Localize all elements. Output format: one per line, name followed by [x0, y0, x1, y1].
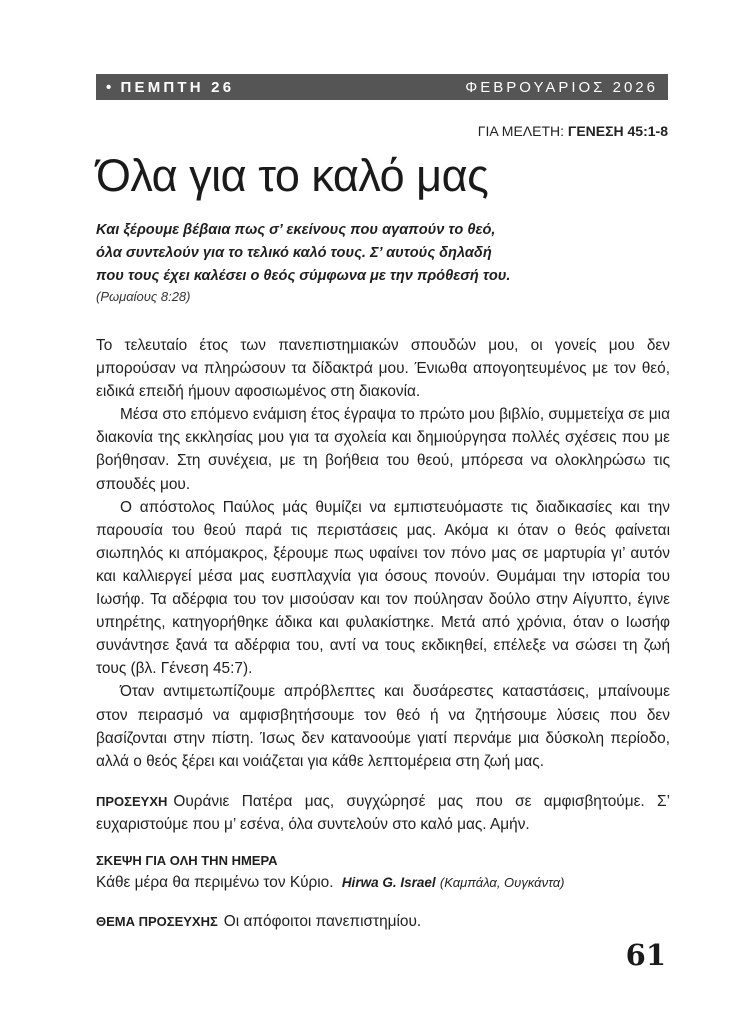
month-label: ΦΕΒΡΟΥΑΡΙΟΣ 2026 [465, 78, 658, 96]
thought-line [96, 874, 565, 892]
paragraph: Ο απόστολος Παύλος μάς θυμίζει να εμπιστευόμαστε τις διαδικασίες και την παρουσία του θεού παρά τις περιστάσεις μας. Ακόμα κι όταν ο θεός φαίνεται σιωπηλός κι απόμακρος, ξέρουμε πως υφαίνει τον πόνο μας σε μαρτυρία γι’ αυτόν και καλλιεργεί μέσα μας ευσπλαχνία για όσους πονούν. Θυμάμαι την ιστορία του Ιωσήφ. Τα αδέρφια του τον μισούσαν και τον πούλησαν δούλο στην Αίγυπτο, έγινε υπηρέτης, κατηγορήθηκε άδικα και φυλακίστηκε. Μετά από χρόνια, όταν ο Ιωσήφ συνάντησε ξανά τα αδέρφια του, αντί να τους εκδικηθεί, επέλεξε να σώσει τη ζωή τους (βλ. Γένεση 45:7). [96, 498, 670, 678]
thought-text: Κάθε μέρα θα περιμένω τον Κύριο. [96, 874, 334, 891]
author-place: (Καμπάλα, Ουγκάντα) [439, 875, 565, 890]
prayer-text: Ουράνιε Πατέρα μας, συγχώρησέ μας που σε αμφισβητούμε. Σ’ ευχαριστούμε που μ’ εσένα, όλα συντελούν στο καλό μας. Αμήν. [96, 793, 670, 833]
paragraph: Το τελευταίο έτος των πανεπιστημιακών σπουδών μου, οι γονείς μου δεν μπορούσαν να πληρώσουν τα δίδακτρά μου. Ένιωθα απογοητευμένος με τον θεό, ειδικά επειδή ήμουν αφοσιωμένος στη διακονία. [96, 337, 670, 401]
verse-line: Και ξέρουμε βέβαια πως σ’ εκείνους που αγαπούν το θεό, [96, 222, 496, 238]
bullet: • [106, 78, 115, 96]
prayer-section [96, 790, 670, 836]
topic-text: Οι απόφοιτοι πανεπιστημίου. [223, 913, 422, 930]
thought-label: ΣΚΕΨΗ ΓΙΑ ΟΛΗ ΤΗΝ ΗΜΕΡΑ [96, 853, 278, 868]
paragraph: Όταν αντιμετωπίζουμε απρόβλεπτες και δυσάρεστες καταστάσεις, μπαίνουμε στον πειρασμό να αμφισβητήσουμε τον θεό ή να ζητήσουμε λύσεις που δεν βασίζονται στην πίστη. Ίσως δεν κατανοούμε γιατί περνάμε μια δύσκολη περίοδο, αλλά ο θεός ξέρει και νοιάζεται για κάθε λεπτομέρεια στη ζωή μας. [96, 683, 670, 770]
header-bar [96, 74, 668, 100]
verse-reference: (Ρωμαίους 8:28) [96, 289, 191, 304]
day-text: ΠΕΜΠΤΗ 26 [120, 78, 235, 96]
prayer-label: ΠΡΟΣΕΥΧΗ [96, 794, 168, 809]
topic-label: ΘΕΜΑ ΠΡΟΣΕΥΧΗΣ [96, 914, 218, 929]
verse-line: που τους έχει καλέσει ο θεός σύμφωνα με την πρόθεσή του. [96, 268, 511, 284]
body-text [96, 334, 670, 773]
key-verse [96, 219, 566, 288]
page-number: 61 [625, 938, 666, 972]
study-reference [478, 123, 668, 139]
prayer-topic [96, 913, 421, 931]
study-ref: ΓΕΝΕΣΗ 45:1-8 [567, 123, 668, 139]
day-label [106, 79, 234, 96]
verse-line: όλα συντελούν για το τελικό καλό τους. Σ’ αυτούς δηλαδή [96, 245, 492, 261]
page-title: Όλα για το καλό μας [96, 150, 489, 201]
paragraph: Μέσα στο επόμενο ενάμιση έτος έγραψα το πρώτο μου βιβλίο, συμμετείχα σε μια διακονία της εκκλησίας μου για τα σχολεία και δημιούργησα πολλές σχέσεις που με βοήθησαν. Στη συνέχεια, με τη βοήθεια του θεού, μπόρεσα να ολοκληρώσω τις σπουδές μου. [96, 406, 670, 493]
study-label: ΓΙΑ ΜΕΛΕΤΗ: [477, 123, 565, 139]
author-name: Hirwa G. Israel [341, 875, 436, 890]
